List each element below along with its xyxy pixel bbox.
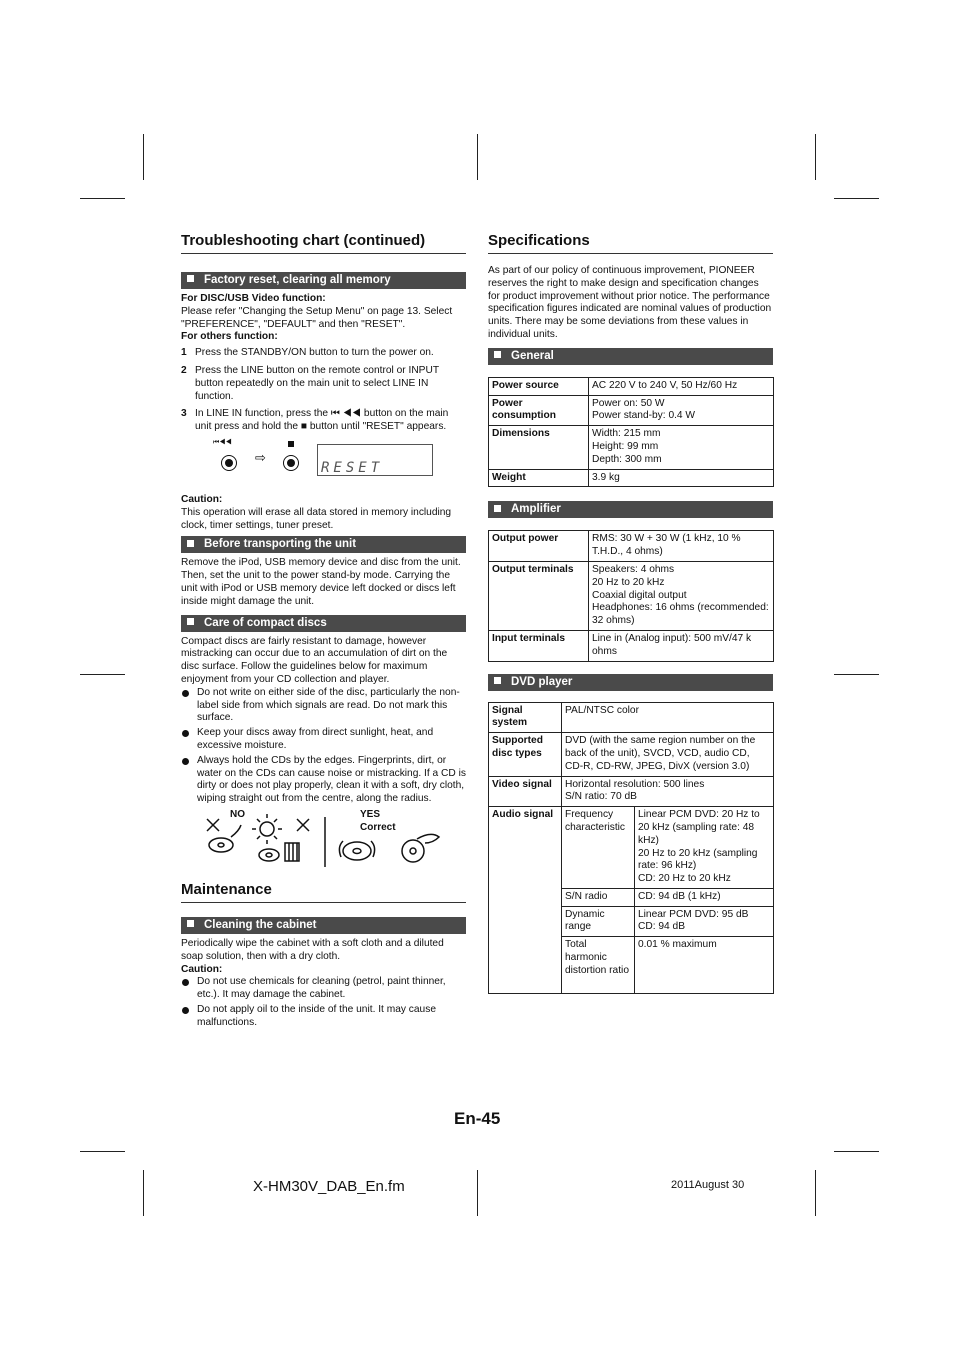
footer-filename: X-HM30V_DAB_En.fm <box>253 1178 405 1195</box>
square-bullet-icon <box>187 618 194 625</box>
disc-guidelines <box>181 687 466 806</box>
specifications-intro: As part of our policy of continuous improvement, PIONEER reserves the right to make design and specification changes for product improvement without prior notice. The performance specification figures indicated are nominal values of production units. There may be some deviations from these values in individual units. <box>488 265 772 340</box>
disc-usb-label: For DISC/USB Video function: <box>181 293 326 304</box>
table-row: Output terminals Speakers: 4 ohms 20 Hz to 20 kHz Coaxial digital output Headphones: 16 ohms (recommended: 32 ohms) <box>489 561 774 630</box>
crop-mark <box>143 134 144 180</box>
table-row: Dimensions Width: 215 mm Height: 99 mm Depth: 300 mm <box>489 426 774 469</box>
amplifier-heading: Amplifier <box>488 501 773 518</box>
caution-label: Caution: <box>181 493 223 505</box>
crop-mark <box>834 1151 879 1152</box>
discs-text: Compact discs are fairly resistant to damage, however mistracking can occur due to an accumulation of dirt on the disc surface. Follow the guidelines below for maximum enjoyment from your CD collection and player. <box>181 635 448 685</box>
table-row: Power source AC 220 V to 240 V, 50 Hz/60 Hz <box>489 377 774 395</box>
yes-label: YES <box>360 808 381 820</box>
no-label: NO <box>230 808 245 820</box>
cabinet-caution-label: Caution: <box>181 963 223 975</box>
skip-back-icon: ⏮◀◀ <box>213 438 232 446</box>
list-item: Do not use chemicals for cleaning (petrol, paint thinner, etc.). It may damage the cabinet. <box>181 976 466 1002</box>
list-item: Always hold the CDs by the edges. Fingerprints, dirt, or water on the CDs can cause noise or mistracking. If a CD is dirty or does not play properly, clean it with a soft, dry cloth, wiping straight out from the centre, along the radius. <box>181 755 466 806</box>
footer-date: 2011August 30 <box>671 1179 745 1191</box>
crop-mark <box>815 134 816 180</box>
list-item: Do not write on either side of the disc, particularly the non-label side from which signals are read. Do not mark this surface. <box>181 687 466 725</box>
list-item: Keep your discs away from direct sunlight, heat, and excessive moisture. <box>181 727 466 753</box>
table-row: Weight 3.9 kg <box>489 469 774 487</box>
reset-display: RESET <box>317 444 433 476</box>
left-column <box>181 232 466 1031</box>
maintenance-title: Maintenance <box>181 881 466 903</box>
general-table <box>488 377 774 488</box>
crop-mark <box>477 134 478 180</box>
square-bullet-icon <box>187 275 194 282</box>
stop-button-icon <box>283 455 299 471</box>
others-label: For others function: <box>181 331 278 343</box>
cabinet-cautions <box>181 976 466 1029</box>
arrow-right-icon: ⇨ <box>255 449 266 465</box>
table-row: Total harmonic distortion ratio 0.01 % maximum <box>489 937 774 994</box>
reset-steps <box>181 347 466 434</box>
table-row: Output power RMS: 30 W + 30 W (1 kHz, 10 % T.H.D., 4 ohms) <box>489 531 774 562</box>
square-bullet-icon <box>494 677 501 684</box>
crop-mark <box>477 1170 478 1216</box>
transport-text: Remove the iPod, USB memory device and disc from the unit. Then, set the unit to the power stand-by mode. Carrying the unit with iPod or USB memory device left docked or discs left inside might damage the unit. <box>181 557 461 607</box>
step-item: 3 In LINE IN function, press the ⏮ ◀◀ button on the main unit press and hold the ■ button until "RESET" appears. <box>181 408 449 433</box>
list-item: Do not apply oil to the inside of the unit. It may cause malfunctions. <box>181 1004 466 1030</box>
crop-mark <box>80 674 125 675</box>
specifications-title: Specifications <box>488 232 773 254</box>
table-row: Power consumption Power on: 50 W Power stand-by: 0.4 W <box>489 395 774 426</box>
right-column <box>488 232 773 994</box>
crop-mark <box>834 198 879 199</box>
cleaning-cabinet-heading: Cleaning the cabinet <box>181 917 466 934</box>
troubleshooting-title: Troubleshooting chart (continued) <box>181 232 466 254</box>
correct-label: Correct <box>360 821 396 833</box>
compact-discs-heading: Care of compact discs <box>181 615 466 632</box>
step-item: 2 Press the LINE button on the remote control or INPUT button repeatedly on the main unit to select LINE IN function. <box>181 364 439 402</box>
step-item: 1 Press the STANDBY/ON button to turn the power on. <box>181 347 434 359</box>
table-row: Dynamic range Linear PCM DVD: 95 dB CD: 94 dB <box>489 906 774 937</box>
transport-heading: Before transporting the unit <box>181 536 466 553</box>
crop-mark <box>834 674 879 675</box>
disc-handling-icon <box>181 809 466 871</box>
table-row: Audio signal Frequency characteristic Linear PCM DVD: 20 Hz to 20 kHz (sampling rate: 48 kHz) 20 Hz to 20 kHz (sampling rate: 96 kHz) CD: 20 Hz to 20 kHz <box>489 807 774 889</box>
factory-reset-heading: Factory reset, clearing all memory <box>181 272 466 289</box>
page-number: En-45 <box>454 1109 501 1128</box>
disc-handling-illustration <box>181 809 466 871</box>
caution-text: This operation will erase all data stored in memory including clock, timer settings, tuner preset. <box>181 506 452 531</box>
crop-mark <box>80 1151 125 1152</box>
table-row: S/N radio CD: 94 dB (1 kHz) <box>489 888 774 906</box>
crop-mark <box>815 1170 816 1216</box>
square-bullet-icon <box>187 540 194 547</box>
square-bullet-icon <box>187 920 194 927</box>
dvd-table <box>488 702 774 995</box>
crop-mark <box>80 198 125 199</box>
cabinet-text: Periodically wipe the cabinet with a soft cloth and a diluted soap solution, then with a dry cloth. <box>181 937 444 962</box>
square-bullet-icon <box>494 351 501 358</box>
skip-button-icon <box>221 455 237 471</box>
reset-illustration <box>181 438 466 488</box>
table-row: Input terminals Line in (Analog input): 500 mV/47 k ohms <box>489 630 774 661</box>
table-row: Supported disc types DVD (with the same region number on the back of the unit), SVCD, VCD, audio CD, CD-R, CD-RW, JPEG, DivX (version 3.0) <box>489 733 774 776</box>
crop-mark <box>143 1170 144 1216</box>
amplifier-table <box>488 530 774 661</box>
square-bullet-icon <box>494 505 501 512</box>
general-heading: General <box>488 348 773 365</box>
table-row: Signal system PAL/NTSC color <box>489 702 774 733</box>
disc-usb-text: Please refer "Changing the Setup Menu" on page 13. Select "PREFERENCE", "DEFAULT" and then "RESET". <box>181 305 453 330</box>
dvd-player-heading: DVD player <box>488 674 773 691</box>
table-row: Video signal Horizontal resolution: 500 lines S/N ratio: 70 dB <box>489 776 774 807</box>
stop-icon <box>288 441 294 447</box>
